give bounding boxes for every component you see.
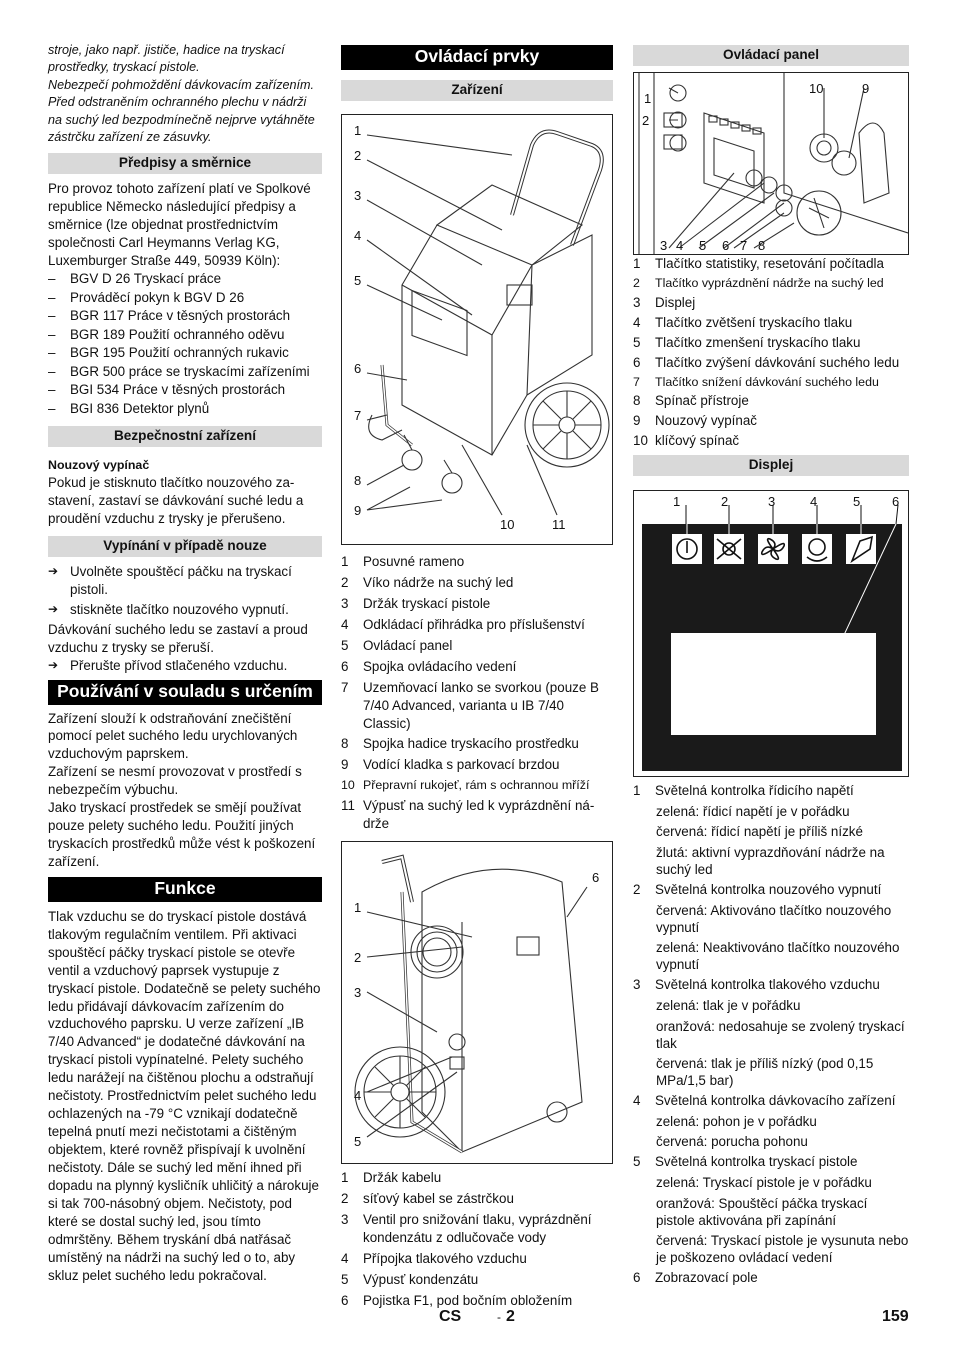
legend-item xyxy=(341,1250,613,1268)
column-right xyxy=(633,45,909,1287)
pouzivani-text-3: Jako tryskací prostředek se smějí používat pouze pelety suchého ledu. Použití jiných tryskacích prostředků může vést k poškození zařízení. xyxy=(48,800,316,870)
legend-number: 8 xyxy=(341,736,349,752)
legend-number: 3 xyxy=(633,977,641,993)
legend-subitem: oranžová: Spouštěcí páčka tryskací pistole aktivována při zapínání xyxy=(656,1195,868,1228)
list-item: – BGI 534 Práce v těsných prostorách xyxy=(48,381,322,400)
legend-text: Displej xyxy=(655,294,696,310)
device-front-drawing xyxy=(342,115,612,544)
language-code: CS xyxy=(439,1308,462,1325)
legend-text: Tlačítko statistiky, resetování počítadla xyxy=(655,256,884,272)
fig4-label: 4 xyxy=(810,494,818,510)
legend-item xyxy=(633,374,909,391)
legend-item xyxy=(341,679,613,733)
section-heading-bezpecnost: Bezpečnostní zařízení xyxy=(48,426,322,447)
control-panel-drawing xyxy=(634,73,908,254)
legend-text: Tlačítko vyprázdnění nádrže na suchý led xyxy=(655,276,884,291)
legend-number: 1 xyxy=(341,1169,349,1185)
fig4-label: 3 xyxy=(768,494,776,510)
fig1-label: 6 xyxy=(354,360,362,376)
legend-subitem: červená: řídicí napětí je příliš nízké xyxy=(656,824,863,840)
legend-text: Světelná kontrolka nouzového vypnutí xyxy=(655,881,882,897)
fig3-label: 7 xyxy=(740,238,748,254)
fig1-label: 8 xyxy=(354,472,362,488)
legend-item xyxy=(341,574,613,592)
legend-item xyxy=(633,392,909,410)
legend-number: 11 xyxy=(341,797,355,813)
legend-subitem: zelená: řídicí napětí je v pořádku xyxy=(656,804,850,820)
legend-number: 3 xyxy=(341,1211,349,1227)
legend-text: Držák kabelu xyxy=(363,1169,442,1185)
legend-item xyxy=(633,782,909,800)
legend-subitem: zelená: Tryskací pistole je v pořádku xyxy=(656,1175,872,1191)
legend-text: Tlačítko zmenšení tryskacího tlaku xyxy=(655,334,861,350)
legend-text: Ventil pro snižování tlaku, vyprázdnění kondenzátu z odlučovače vody xyxy=(363,1211,592,1245)
legend-text: Přepravní rukojeť, rám s ochrannou mříží xyxy=(363,778,590,793)
fig2-label: 4 xyxy=(354,1087,362,1103)
legend-text: Tlačítko snížení dávkování suchého ledu xyxy=(655,374,879,389)
legend-number: 2 xyxy=(341,1190,349,1206)
fig4-label: 6 xyxy=(892,494,900,510)
legend-item xyxy=(341,777,613,794)
legend-number: 6 xyxy=(341,1292,349,1308)
legend-item xyxy=(341,1211,613,1247)
legend-text: Posuvné rameno xyxy=(363,553,465,569)
legend-text: Spínač přístroje xyxy=(655,393,749,409)
page-footer xyxy=(0,1306,954,1330)
legend-number: 8 xyxy=(633,393,641,409)
fig1-label: 5 xyxy=(354,272,362,288)
legend-number: 4 xyxy=(341,616,349,632)
legend-number: 3 xyxy=(341,595,349,611)
fig3-label: 3 xyxy=(660,238,668,254)
panel-legend xyxy=(633,255,909,450)
fig1-label: 3 xyxy=(354,187,362,203)
legend-number: 6 xyxy=(341,658,349,674)
legend-text: Držák tryskací pistole xyxy=(363,595,491,611)
legend-number: 5 xyxy=(341,1271,349,1287)
legend-item xyxy=(633,354,909,372)
legend-item xyxy=(633,1092,909,1110)
page-number: 159 xyxy=(882,1308,909,1325)
legend-text: Nouzový vypínač xyxy=(655,413,757,429)
legend-subitem: zelená: tlak je v pořádku xyxy=(656,998,801,1014)
list-item: – BGI 836 Detektor plynů xyxy=(48,400,322,419)
fig3-label: 9 xyxy=(862,81,870,97)
legend-item xyxy=(341,1190,613,1208)
legend-item xyxy=(341,1169,613,1187)
fig1-legend xyxy=(341,553,613,833)
legend-subitem: červená: porucha pohonu xyxy=(656,1134,808,1150)
list-item: – BGR 500 práce se tryskacími zařízeními xyxy=(48,363,322,382)
fig3-label: 6 xyxy=(722,238,730,254)
legend-number: 2 xyxy=(633,881,641,897)
predpisy-text: Pro provoz tohoto zařízení platí ve Spolkové republice Německo následující předpisy a směrnice (lze objednat prostřednictvím společnosti Carl Heymanns Verlag KG, Luxemburger Straße 449, 50939 Köln): xyxy=(48,181,311,269)
nouzovy-text: Pokud je stisknuto tlačítko nouzového zastavení, zastaví se dávkování suché ledu a proudění vzduchu z trysky je přerušeno. xyxy=(48,475,304,526)
legend-number: 10 xyxy=(633,433,648,449)
section-heading-vypinani: Vypínání v případě nouze xyxy=(48,536,322,557)
legend-number: 4 xyxy=(633,1093,641,1109)
fig2-label: 1 xyxy=(354,899,362,915)
predpisy-list xyxy=(48,270,322,418)
legend-number: 5 xyxy=(633,1154,641,1170)
fig2-label: 3 xyxy=(354,984,362,1000)
legend-subitem: červená: tlak je příliš nízký (pod 0,15 MPa/1,5 bar) xyxy=(656,1055,874,1088)
legend-text: Zobrazovací pole xyxy=(655,1270,758,1286)
legend-item xyxy=(341,595,613,613)
legend-text: Přípojka tlakového vzduchu xyxy=(363,1250,527,1266)
step-item: ➔ Přerušte přívod stlačeného vzduchu. xyxy=(48,657,322,675)
column-middle xyxy=(341,45,613,1310)
legend-number: 3 xyxy=(633,294,641,310)
page-sub-number: 2 xyxy=(506,1308,515,1325)
display-legend xyxy=(633,782,909,1287)
legend-item xyxy=(341,756,613,774)
legend-item xyxy=(633,412,909,430)
legend-text: Světelná kontrolka řídicího napětí xyxy=(655,783,854,799)
legend-number: 1 xyxy=(633,783,641,799)
legend-item xyxy=(341,1271,613,1289)
legend-subitem: červená: Tryskací pistole je vysunuta nebo je poškozeno ovládací vedení xyxy=(656,1232,909,1265)
legend-text: Světelná kontrolka tlakového vzduchu xyxy=(655,977,880,993)
legend-text: Vodící kladka s parkovací brzdou xyxy=(363,757,560,773)
list-item: – Prováděcí pokyn k BGV D 26 xyxy=(48,289,322,308)
legend-number: 1 xyxy=(341,553,349,569)
legend-text: síťový kabel se zástrčkou xyxy=(363,1190,514,1206)
legend-subitem: žlutá: aktivní vyprazdňování nádrže na suchý led xyxy=(656,844,885,877)
legend-number: 4 xyxy=(633,314,641,330)
legend-item xyxy=(633,432,909,450)
legend-item xyxy=(633,976,909,994)
legend-item xyxy=(633,881,909,899)
legend-subitem: červená: Aktivováno tlačítko nouzového vypnutí xyxy=(656,902,892,935)
fig3-label: 2 xyxy=(642,113,650,129)
figure-device-rear xyxy=(341,841,613,1164)
step-item: ➔ stiskněte tlačítko nouzového vypnutí. xyxy=(48,601,322,619)
figure-display xyxy=(633,490,909,777)
pouzivani-text-1: Zařízení slouží k odstraňování znečištění pomocí pelet suchého ledu urychlovaných vzduchovým paprskem. xyxy=(48,710,298,762)
display-field xyxy=(671,633,876,735)
fig2-label: 5 xyxy=(354,1133,362,1149)
funkce-text: Tlak vzduchu se do tryskací pistole dostává tlakovým regulačním ventilem. Při aktivaci spouštěcí páčky tryskací pistole se otevře ventil a vzduchový paprsek vystupuje z tryskací pistole. Dodatečně se pelety suchého ledu přidávají dávkovacím zařízením do vzduchového paprsku. U verze zařízení „IB 7/40 Advanced“ je dodatečné dávkování na tryskací pistoli vypínatelné. Pelety suchého ledu narážejí na čištěnou plochu a odstraňují nečistoty. Prostřednictvím pelet suchého ledu ochlazených na -79 °C vznikají dodatečně tepelná pnutí mezi nečistotami a čištěným objektem, které rovněž přispívají k uvolnění nečistoty. Dále se suchý led mění ihned při dopadu na plynný kysličník uhličitý a nárokuje si tak 700-násobný objem. Nečistoty, pod které se dostal suchý led, jsou tímto odmrštěny. Během tryskání dbá natřásač umístěný na nádrži na suchý led o to, aby skluz pelet suchého ledu pokračoval. xyxy=(48,908,321,1283)
legend-text: Odkládací přihrádka pro příslušenství xyxy=(363,616,585,632)
legend-number: 2 xyxy=(633,276,640,291)
fig3-label: 4 xyxy=(676,238,684,254)
legend-number: 6 xyxy=(633,354,641,370)
section-heading-zarizeni: Zařízení xyxy=(341,80,613,101)
figure-control-panel xyxy=(633,72,909,255)
section-heading-ovladaci-panel: Ovládací panel xyxy=(633,45,909,66)
list-item: – BGR 117 Práce v těsných prostorách xyxy=(48,307,322,326)
fig3-label: 10 xyxy=(809,81,824,97)
section-heading-ovladaci-prvky: Ovládací prvky xyxy=(341,45,613,70)
fig4-label: 1 xyxy=(673,494,681,510)
legend-number: 10 xyxy=(341,778,355,793)
legend-text: Světelná kontrolka dávkovacího zařízení xyxy=(655,1093,896,1109)
pouzivani-text-2: Zařízení se nesmí provozovat v prostředí s nebezpečím výbuchu. xyxy=(48,764,302,798)
footer-dash: - xyxy=(497,1310,501,1324)
legend-text: Tlačítko zvýšení dávkování suchého ledu xyxy=(655,354,900,370)
legend-text: Uzemňovací lanko se svorkou (pouze B 7/40 Advanced, varianta u IB 7/40 Classic) xyxy=(363,679,599,731)
legend-subitem: zelená: Neaktivováno tlačítko nouzového vypnutí xyxy=(656,940,900,973)
legend-text: klíčový spínač xyxy=(655,433,740,449)
legend-item xyxy=(341,637,613,655)
legend-number: 2 xyxy=(341,574,349,590)
legend-number: 1 xyxy=(633,256,641,272)
legend-number: 7 xyxy=(341,679,349,695)
fig2-legend xyxy=(341,1169,613,1310)
section-heading-displej: Displej xyxy=(633,455,909,476)
device-rear-drawing xyxy=(342,842,612,1163)
legend-item xyxy=(341,797,613,833)
legend-subitem: zelená: pohon je v pořádku xyxy=(656,1114,817,1130)
legend-text: Spojka hadice tryskacího prostředku xyxy=(363,736,579,752)
legend-number: 9 xyxy=(341,757,349,773)
legend-item xyxy=(341,616,613,634)
legend-item xyxy=(341,658,613,676)
figure-device-front xyxy=(341,114,613,545)
legend-item xyxy=(633,275,909,292)
fig1-label: 1 xyxy=(354,122,362,138)
legend-text: Výpusť kondenzátu xyxy=(363,1271,479,1287)
legend-text: Spojka ovládacího vedení xyxy=(363,658,517,674)
legend-number: 4 xyxy=(341,1250,349,1266)
fig1-label: 2 xyxy=(354,147,362,163)
legend-text: Pojistka F1, pod bočním obložením xyxy=(363,1292,573,1308)
legend-text: Ovládací panel xyxy=(363,637,453,653)
list-item: – BGR 189 Použití ochranného oděvu xyxy=(48,326,322,345)
fig3-label: 5 xyxy=(699,238,707,254)
legend-item xyxy=(633,314,909,332)
legend-number: 5 xyxy=(633,334,641,350)
fig1-label: 11 xyxy=(552,516,566,532)
legend-number: 5 xyxy=(341,637,349,653)
intro-italic-1: stroje, jako např. jističe, hadice na tryskací prostředky, tryskací pistole. xyxy=(48,43,285,75)
fig1-label: 4 xyxy=(354,227,362,243)
fig2-label: 2 xyxy=(354,949,362,965)
fig2-label: 6 xyxy=(592,869,600,885)
display-drawing xyxy=(634,491,908,776)
fig4-label: 2 xyxy=(721,494,729,510)
section-heading-predpisy: Předpisy a směrnice xyxy=(48,153,322,174)
legend-number: 7 xyxy=(633,374,640,389)
legend-text: Výpusť na suchý led k vyprázdnění nádrže xyxy=(363,797,595,831)
legend-text: Víko nádrže na suchý led xyxy=(363,574,514,590)
fig1-label: 9 xyxy=(354,502,362,518)
legend-subitem: oranžová: nedosahuje se zvolený tryskací tlak xyxy=(656,1018,905,1051)
column-left xyxy=(48,42,322,1285)
fig4-label: 5 xyxy=(853,494,861,510)
legend-item xyxy=(633,294,909,312)
list-item: – BGR 195 Použití ochranných rukavic xyxy=(48,344,322,363)
fig1-label: 10 xyxy=(500,516,515,532)
vypinani-text: Dávkování suchého ledu se zastaví a proud vzduchu z trysky se přeruší. xyxy=(48,621,308,655)
legend-item xyxy=(341,735,613,753)
fig3-label: 1 xyxy=(644,91,652,107)
legend-item xyxy=(341,553,613,571)
legend-item xyxy=(633,1269,909,1287)
fig1-label: 7 xyxy=(354,407,362,423)
intro-italic-2: Nebezpečí pohmoždění dávkovacím zařízením. Před odstraněním ochranného plechu v nádrži na suchý led bezpodmínečně nejprve vytáhněte zástrčku zařízení ze zásuvky. xyxy=(48,77,315,144)
legend-number: 9 xyxy=(633,413,641,429)
legend-number: 6 xyxy=(633,1270,641,1286)
fig3-label: 8 xyxy=(758,238,766,254)
step-item: ➔ Uvolněte spouštěcí páčku na tryskací pistoli. xyxy=(48,563,322,599)
legend-item xyxy=(633,1153,909,1171)
section-heading-pouzivani: Používání v souladu s určením xyxy=(48,680,322,705)
legend-item xyxy=(633,334,909,352)
section-heading-funkce: Funkce xyxy=(48,877,322,902)
list-item: – BGV D 26 Tryskací práce xyxy=(48,270,322,289)
legend-item xyxy=(633,255,909,273)
nouzovy-heading: Nouzový vypínač xyxy=(48,458,150,473)
legend-text: Světelná kontrolka tryskací pistole xyxy=(655,1154,858,1170)
legend-text: Tlačítko zvětšení tryskacího tlaku xyxy=(655,314,853,330)
